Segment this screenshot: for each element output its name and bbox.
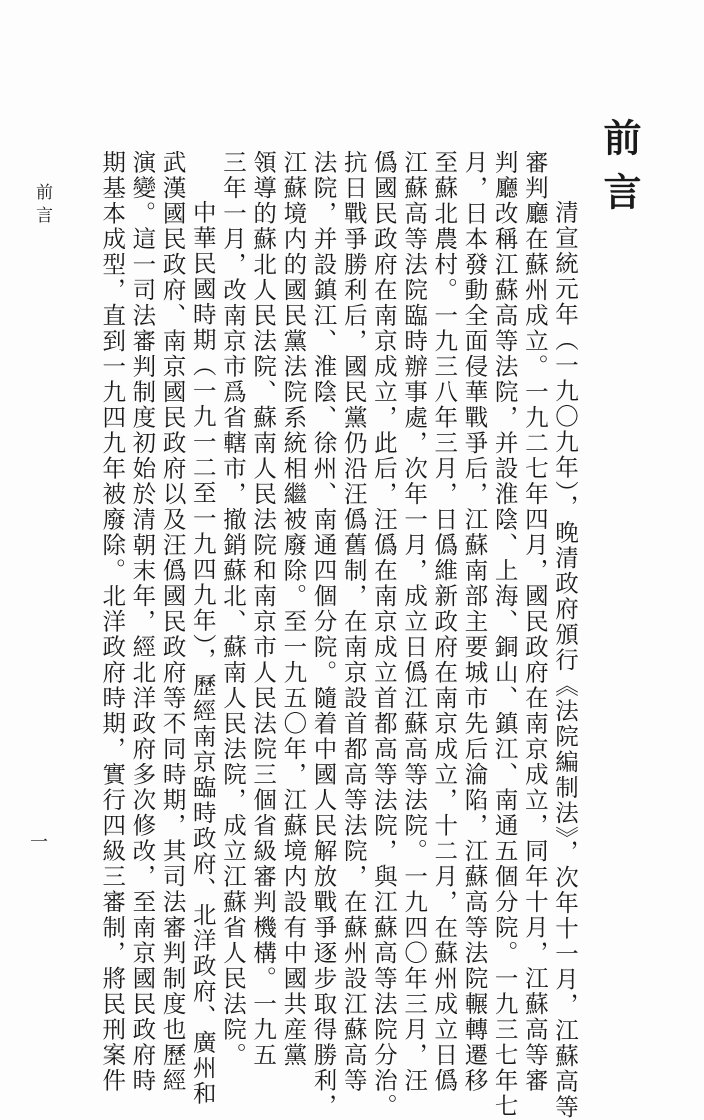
text-column: 至蘇北農村。一九三八年三月，日僞維新政府在南京成立，十二月，在蘇州成立日僞 bbox=[430, 150, 459, 1094]
page-title: 前言 bbox=[597, 118, 642, 226]
text-column: 法院，并設鎮江、淮陰、徐州、南通四個分院。隨着中國人民解放戰爭逐步取得勝利， bbox=[309, 150, 338, 1119]
text-column: 審判廳在蘇州成立。一九二七年四月，國民政府在南京成立，同年十月，江蘇高等審 bbox=[520, 150, 549, 1094]
text-column: 中華民國時期（一九一二至一九四九年），歷經南京臨時政府、北洋政府、廣州和 bbox=[188, 200, 217, 1107]
text-column: 清宣統元年（一九〇九年），晚清政府頒行《法院編制法》，次年十一月，江蘇高等 bbox=[551, 200, 579, 1120]
text-column: 判廳改稱江蘇高等法院，并設淮陰、上海、銅山、鎮江、南通五個分院。一九三七年七 bbox=[490, 150, 519, 1119]
text-column: 抗日戰爭勝利后，國民黨仍沿汪僞舊制，在南京設首都高等法院，在蘇州設江蘇高等 bbox=[339, 150, 368, 1094]
text-column: 月，日本發動全面侵華戰爭后，江蘇南部主要城市先后淪陷，江蘇高等法院輾轉遷移 bbox=[460, 150, 489, 1094]
text-column: 江蘇境内的國民黨法院系統相繼被廢除。至一九五〇年，江蘇境内設有中國共産黨 bbox=[279, 150, 308, 1068]
text-column: 領導的蘇北人民法院、蘇南人民法院和南京市人民法院三個省級審判機構。一九五 bbox=[249, 150, 278, 1068]
text-column: 三年一月，改南京市爲省轄市，撤銷蘇北、蘇南人民法院，成立江蘇省人民法院。 bbox=[218, 150, 247, 1068]
text-column: 期基本成型，直到一九四九年被廢除。北洋政府時期，實行四級三審制，將民刑案件 bbox=[98, 150, 127, 1094]
page-number: 一 bbox=[30, 832, 48, 853]
body-text bbox=[97, 150, 580, 1120]
text-column: 演變。這一司法審判制度初始於清朝末年，經北洋政府多次修改，至南京國民政府時 bbox=[128, 150, 157, 1094]
text-column: 江蘇高等法院臨時辦事處，次年一月，成立日僞江蘇高等法院。一九四〇年三月，汪 bbox=[400, 150, 429, 1094]
running-head: 前言 bbox=[32, 183, 52, 229]
text-column: 僞國民政府在南京成立，此后，汪僞在南京成立首都高等法院，與江蘇高等法院分治。 bbox=[369, 150, 398, 1119]
text-column: 武漢國民政府、南京國民政府以及汪僞國民政府等不同時期，其司法審判制度也歷經 bbox=[158, 150, 187, 1094]
